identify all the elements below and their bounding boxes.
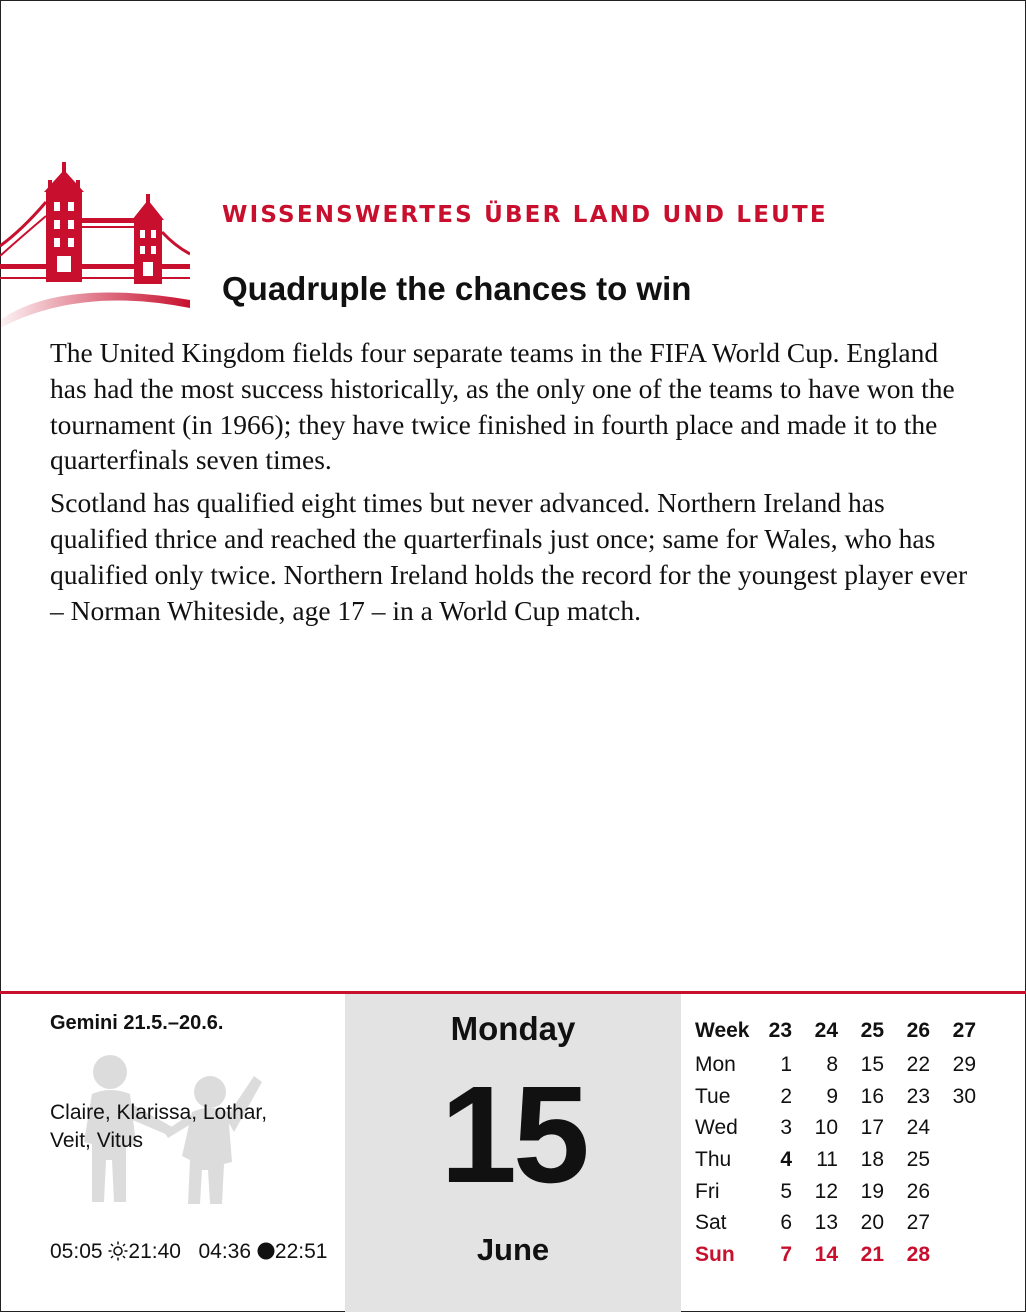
calendar-date: 12	[814, 1179, 838, 1203]
zodiac-label: Gemini 21.5.–20.6.	[50, 1012, 224, 1034]
calendar-date: 22	[906, 1052, 930, 1076]
calendar-date: 5	[780, 1179, 792, 1203]
headline: Quadruple the chances to win	[222, 270, 692, 307]
week-number: 23	[768, 1019, 792, 1042]
calendar-date: 2	[780, 1084, 792, 1108]
info-panel	[0, 994, 345, 1312]
calendar-date: 9	[826, 1084, 838, 1108]
calendar-date: 29	[952, 1052, 976, 1076]
sunset-time: 21:40	[128, 1240, 181, 1263]
mini-calendar-panel	[681, 994, 1026, 1312]
weekday-abbr: Mon	[695, 1052, 736, 1076]
article-body	[50, 335, 980, 635]
mini-calendar	[695, 1013, 976, 1271]
mini-calendar-row	[695, 1081, 976, 1113]
name-days	[50, 1099, 267, 1155]
calendar-date: 19	[860, 1179, 884, 1203]
mini-calendar-row	[695, 1144, 976, 1176]
calendar-date: 20	[860, 1211, 884, 1235]
mini-calendar-week-row	[695, 1013, 976, 1049]
moon-icon	[257, 1242, 275, 1260]
moonrise-time: 04:36	[198, 1240, 252, 1263]
mini-calendar-row	[695, 1049, 976, 1081]
calendar-date: 6	[780, 1211, 792, 1235]
calendar-date: 18	[860, 1147, 884, 1171]
calendar-date: 11	[816, 1147, 838, 1171]
calendar-date: 28	[906, 1242, 930, 1266]
month-label: June	[476, 1232, 550, 1267]
calendar-date: 16	[860, 1084, 884, 1108]
calendar-date: 17	[860, 1116, 884, 1140]
calendar-date: 8	[826, 1052, 838, 1076]
weekday-abbr: Sun	[695, 1242, 735, 1266]
calendar-date: 23	[906, 1084, 930, 1108]
article-paragraph: Scotland has qualified eight times but never advanced. Northern Ireland has qualified thrice and reached the quarterfinals just once; same for Wales, who has qualified only twice. Northern Ireland holds the record for the youngest player ever – Norman Whiteside, age 17 – in a World Cup match.	[50, 487, 968, 626]
calendar-date: 30	[952, 1084, 976, 1108]
mini-calendar-row	[695, 1112, 976, 1144]
week-label: Week	[695, 1019, 750, 1042]
article-paragraph: The United Kingdom fields four separate teams in the FIFA World Cup. England has had the most success historically, as the only one of the teams to have won the tournament (in 1966); they have twice finished in fourth place and made it to the quarterfinals seven times.	[50, 337, 955, 476]
weekday-abbr: Wed	[695, 1116, 738, 1140]
week-number: 25	[860, 1019, 884, 1042]
weekday-abbr: Thu	[695, 1147, 732, 1171]
mini-calendar-row-sunday	[695, 1239, 976, 1271]
week-number: 24	[814, 1019, 838, 1042]
weekday-abbr: Sat	[695, 1211, 727, 1235]
weekday-abbr: Tue	[695, 1084, 731, 1108]
mini-calendar-row	[695, 1207, 976, 1239]
weekday-abbr: Fri	[695, 1179, 720, 1203]
date-panel	[345, 994, 681, 1312]
calendar-date: 14	[814, 1242, 838, 1266]
mini-calendar-row	[695, 1176, 976, 1208]
day-number: 15	[440, 1058, 586, 1212]
moonset-time: 22:51	[274, 1240, 328, 1263]
name-days-line: Claire, Klarissa, Lothar,	[50, 1101, 268, 1124]
name-days-line: Veit, Vitus	[50, 1129, 144, 1152]
calendar-date	[930, 1207, 976, 1239]
section-label: WISSENSWERTES ÜBER LAND UND LEUTE	[222, 202, 828, 228]
weekday-label: Monday	[450, 1010, 576, 1047]
calendar-date: 26	[906, 1179, 930, 1203]
calendar-date-highlighted: 4	[780, 1147, 792, 1171]
calendar-date	[930, 1144, 976, 1176]
week-number: 26	[906, 1019, 930, 1042]
calendar-date: 1	[780, 1052, 792, 1076]
sun-moon-times	[50, 1240, 327, 1264]
calendar-date: 13	[814, 1211, 838, 1235]
calendar-date: 21	[860, 1242, 884, 1266]
calendar-date	[930, 1112, 976, 1144]
calendar-date: 15	[860, 1052, 884, 1076]
calendar-date: 3	[780, 1116, 792, 1140]
week-number: 27	[952, 1019, 976, 1042]
calendar-date	[930, 1239, 976, 1271]
calendar-date	[930, 1176, 976, 1208]
calendar-date: 24	[906, 1116, 930, 1140]
calendar-date: 10	[814, 1116, 838, 1140]
calendar-date: 7	[780, 1242, 792, 1266]
tower-bridge-icon	[0, 160, 190, 330]
calendar-date: 25	[906, 1147, 930, 1171]
sun-icon	[108, 1241, 128, 1261]
calendar-date: 27	[906, 1211, 930, 1235]
sunrise-time: 05:05	[50, 1240, 103, 1263]
